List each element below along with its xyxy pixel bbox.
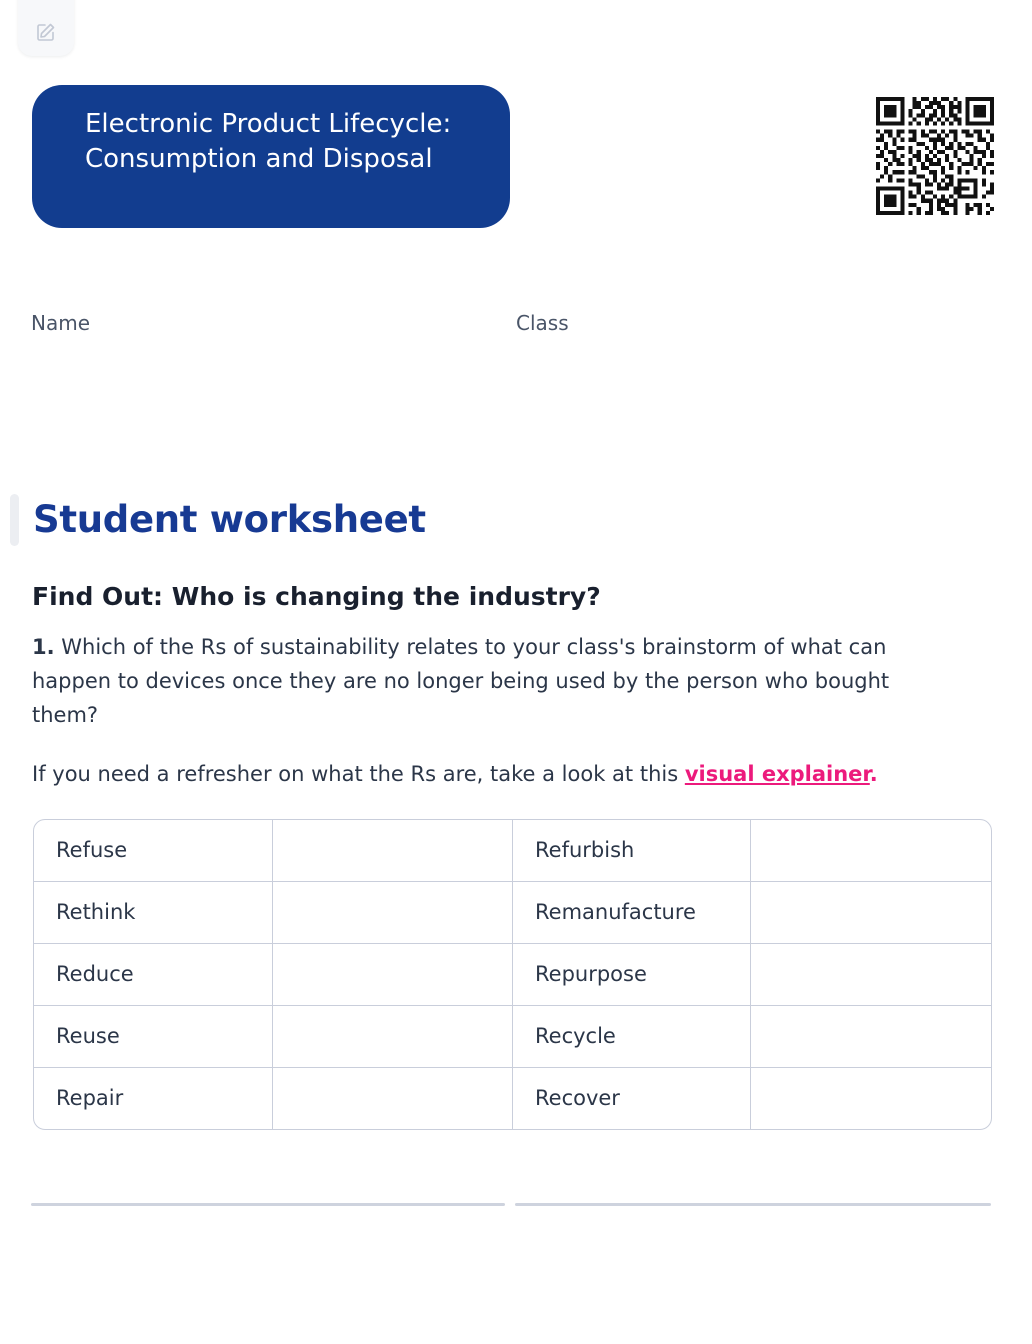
rs-label-cell: Recover [513, 1068, 751, 1129]
rs-label-cell: Reduce [34, 944, 273, 1006]
qr-code-icon[interactable] [876, 97, 994, 215]
rs-answer-cell[interactable] [751, 1068, 991, 1129]
answer-rule-left[interactable] [31, 1203, 505, 1206]
rs-label-cell: Remanufacture [513, 882, 751, 944]
class-field-label: Class [516, 311, 569, 335]
table-row [34, 820, 991, 882]
table-row [34, 1068, 991, 1129]
rs-label-cell: Rethink [34, 882, 273, 944]
page-title [10, 492, 910, 548]
table-row [34, 1006, 991, 1068]
edit-worksheet-card[interactable] [18, 0, 74, 56]
section-subheading: Find Out: Who is changing the industry? [32, 582, 601, 611]
question-number: 1. [32, 635, 55, 659]
refresher-prefix: If you need a refresher on what the Rs are, take a look at this [32, 762, 685, 786]
question-text: Which of the Rs of sustainability relates to your class's brainstorm of what can happen to devices once they are no longer being used by the person who bought them? [32, 635, 890, 727]
worksheet-title: Electronic Product Lifecycle: Consumption and Disposal [85, 109, 452, 174]
rs-answer-cell[interactable] [273, 1006, 513, 1068]
student-fields [31, 308, 991, 338]
refresher-suffix: . [869, 762, 878, 786]
rs-label-cell: Repair [34, 1068, 273, 1129]
qr-code[interactable] [876, 97, 994, 215]
rs-answer-cell[interactable] [273, 882, 513, 944]
rs-answer-cell[interactable] [751, 820, 991, 882]
rs-of-sustainability-table [33, 819, 992, 1130]
page-title-text: Student worksheet [33, 498, 426, 541]
rs-label-cell: Recycle [513, 1006, 751, 1068]
edit-pencil-square-icon[interactable] [34, 20, 58, 44]
refresher-note [32, 757, 960, 791]
table-row [34, 944, 991, 1006]
question-1 [32, 630, 960, 732]
rs-label-cell: Refuse [34, 820, 273, 882]
rs-label-cell: Reuse [34, 1006, 273, 1068]
rs-label-cell: Repurpose [513, 944, 751, 1006]
name-field-label: Name [31, 311, 91, 335]
rs-answer-cell[interactable] [751, 882, 991, 944]
rs-table-body [34, 820, 991, 1129]
answer-rule-right[interactable] [515, 1203, 991, 1206]
heading-accent-bar [10, 494, 19, 546]
rs-answer-cell[interactable] [273, 820, 513, 882]
rs-answer-cell[interactable] [751, 1006, 991, 1068]
table-row [34, 882, 991, 944]
visual-explainer-link[interactable]: visual explainer [684, 762, 870, 786]
rs-answer-cell[interactable] [273, 1068, 513, 1129]
rs-label-cell: Refurbish [513, 820, 751, 882]
worksheet-title-banner [32, 85, 510, 228]
rs-answer-cell[interactable] [751, 944, 991, 1006]
rs-answer-cell[interactable] [273, 944, 513, 1006]
